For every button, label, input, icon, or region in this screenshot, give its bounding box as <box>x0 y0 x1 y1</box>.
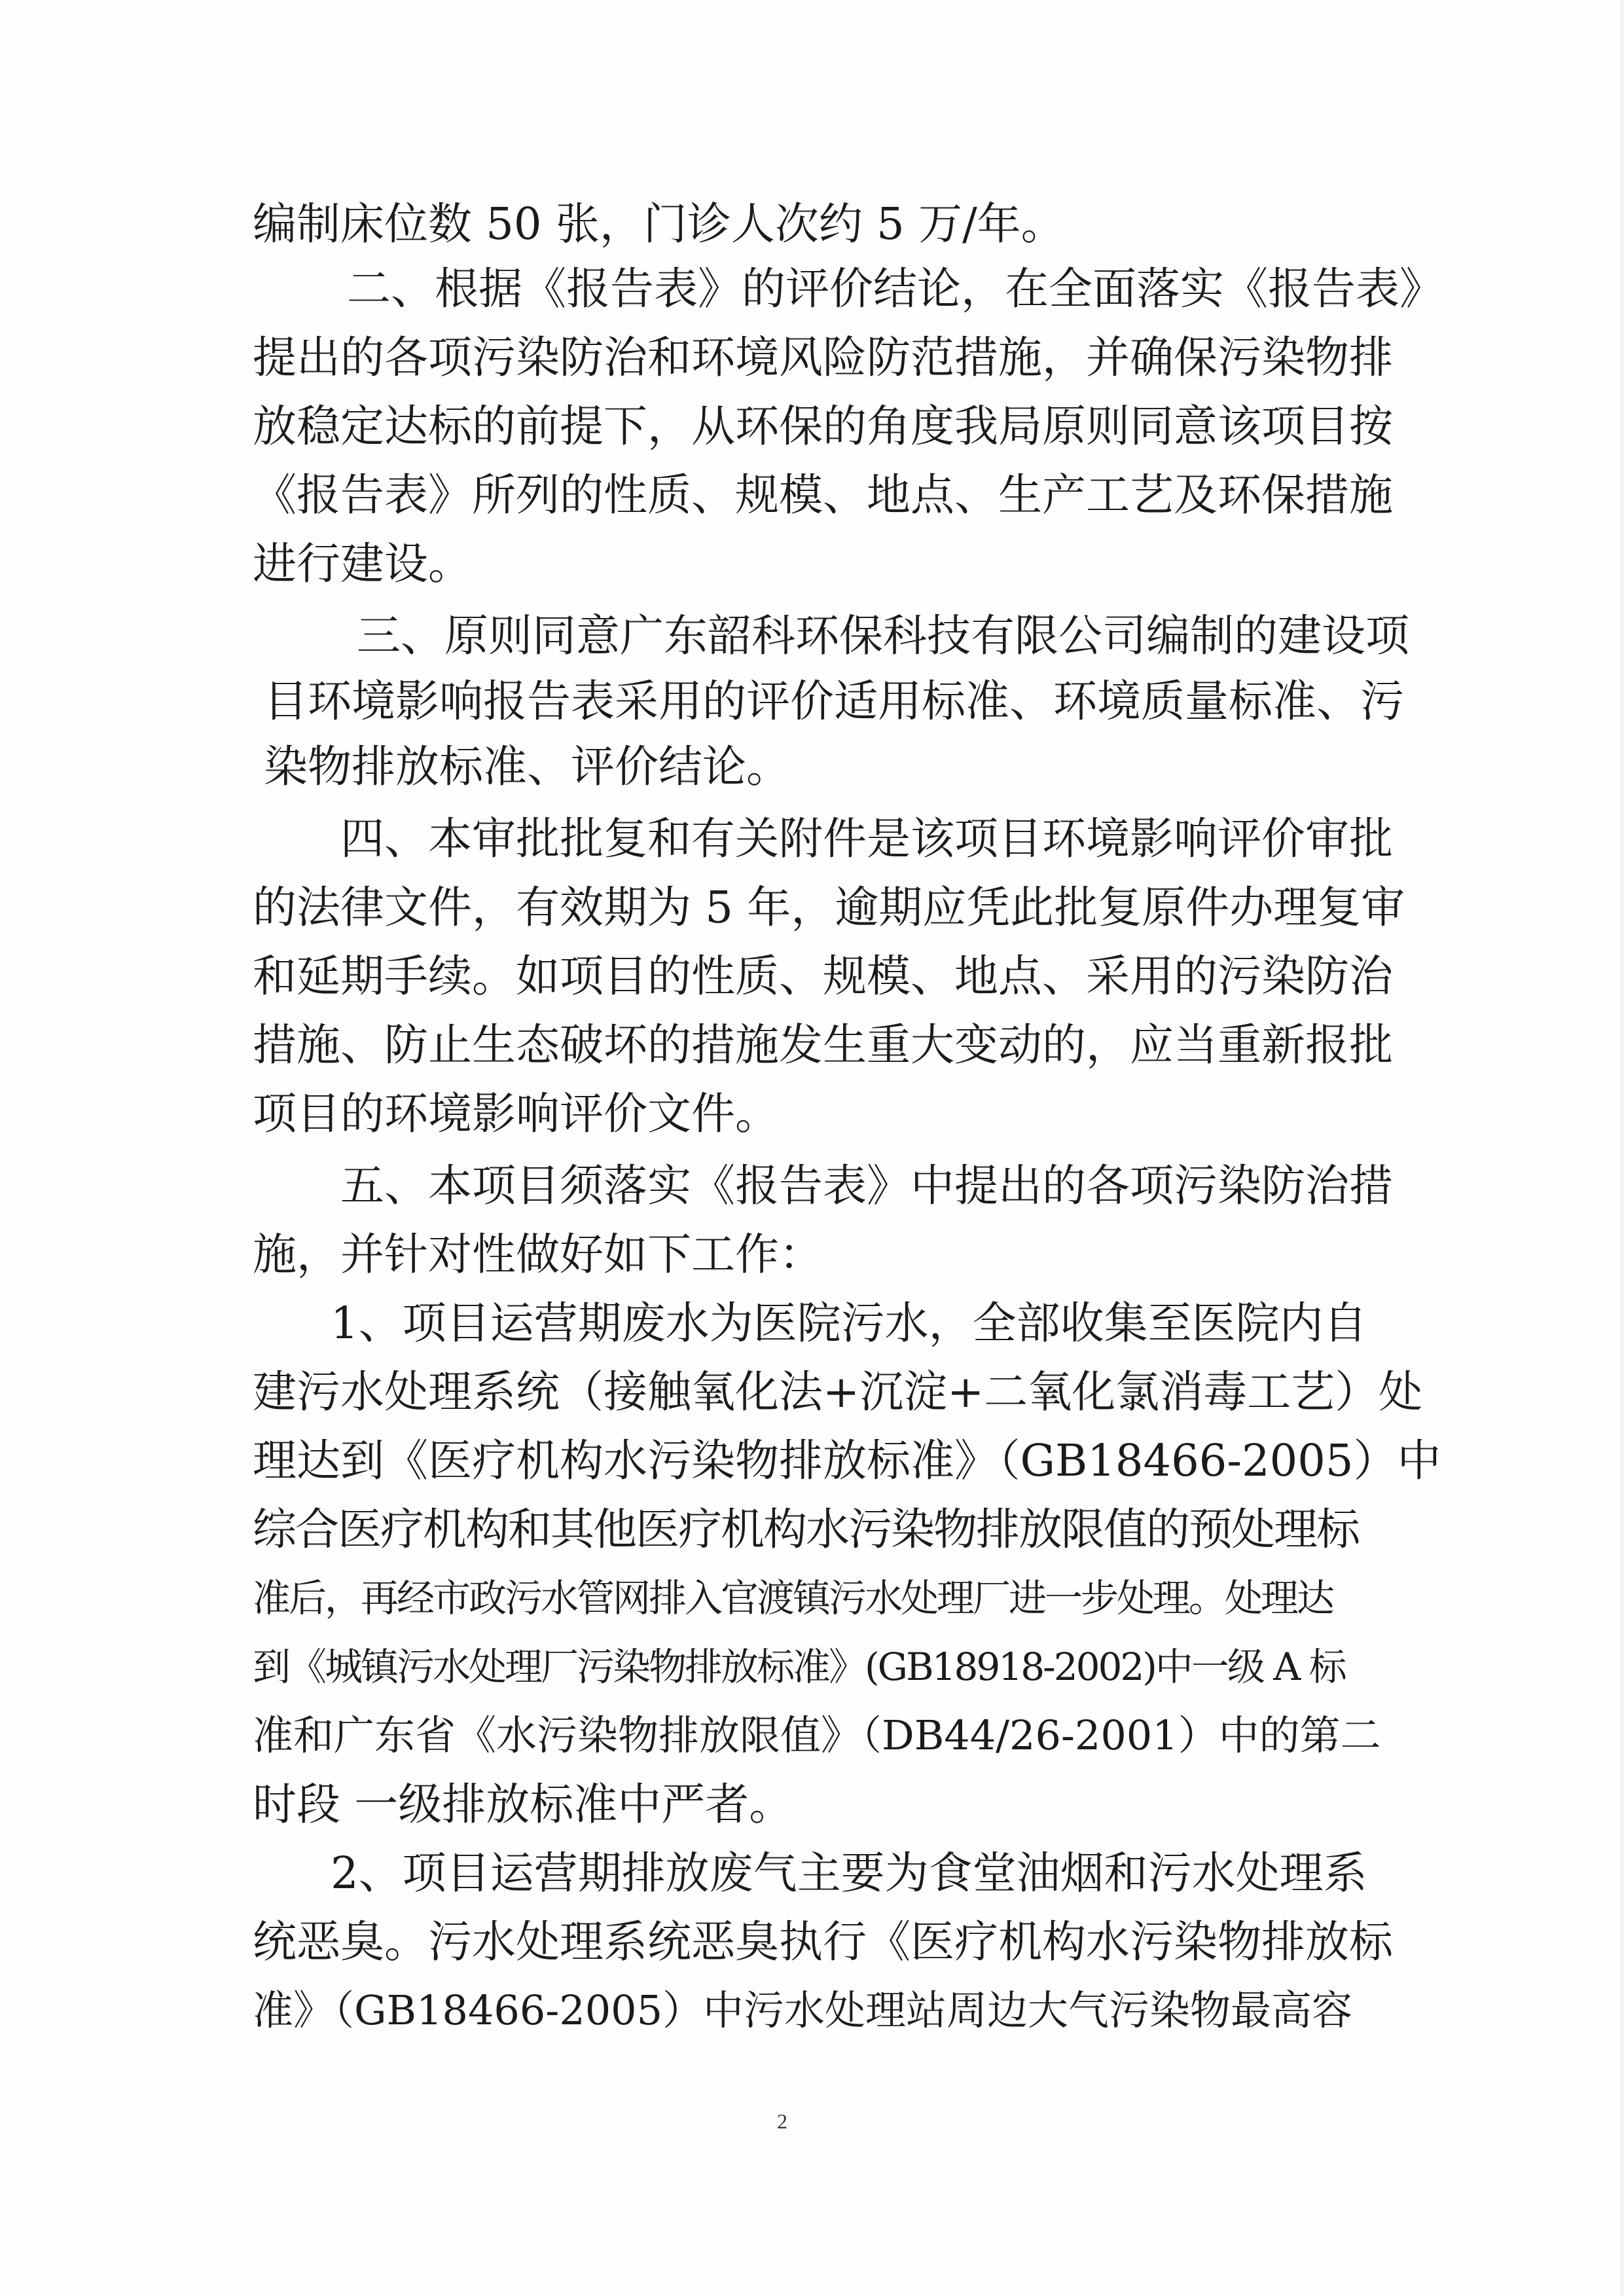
body-line-10: 四、本审批批复和有关附件是该项目环境影响评价审批 <box>340 813 1393 864</box>
scan-edge-shadow <box>1620 0 1624 2296</box>
body-line-24: 时段 一级排放标准中严者。 <box>253 1779 793 1830</box>
body-line-21: 准后，再经市政污水管网排入官渡镇污水处理厂进一步处理。处理达 <box>253 1576 1333 1620</box>
body-line-15: 五、本项目须落实《报告表》中提出的各项污染防治措 <box>340 1160 1393 1211</box>
body-line-14: 项目的环境影响评价文件。 <box>253 1088 779 1139</box>
body-line-23: 准和广东省《水污染物排放限值》（DB44/26-2001）中的第二 <box>253 1711 1381 1759</box>
body-line-16: 施，并针对性做好如下工作： <box>253 1229 823 1280</box>
body-line-20: 综合医疗机构和其他医疗机构水污染物排放限值的预处理标 <box>253 1504 1359 1555</box>
body-line-26: 统恶臭。污水处理系统恶臭执行《医疗机构水污染物排放标 <box>253 1916 1393 1967</box>
page-number: 2 <box>777 2109 787 2133</box>
body-line-22: 到《城镇污水处理厂污染物排放标准》(GB18918-2002)中一级 A 标 <box>253 1645 1345 1689</box>
body-line-19: 理达到《医疗机构水污染物排放标准》（GB18466-2005）中 <box>253 1435 1441 1486</box>
body-line-13: 措施、防止生态破坏的措施发生重大变动的，应当重新报批 <box>253 1019 1393 1070</box>
body-line-25: 2、项目运营期排放废气主要为食堂油烟和污水处理系 <box>331 1848 1367 1899</box>
body-line-5: 《报告表》所列的性质、规模、地点、生产工艺及环保措施 <box>253 469 1393 520</box>
body-line-2: 二、根据《报告表》的评价结论，在全面落实《报告表》 <box>347 263 1443 314</box>
body-line-27: 准》（GB18466-2005）中污水处理站周边大气污染物最高容 <box>253 1986 1353 2034</box>
body-line-7: 三、原则同意广东韶科环保科技有限公司编制的建设项 <box>357 610 1409 661</box>
body-line-12: 和延期手续。如项目的性质、规模、地点、采用的污染防治 <box>253 951 1393 1002</box>
body-line-9: 染物排放标准、评价结论。 <box>264 741 790 792</box>
body-line-18: 建污水处理系统（接触氧化法+沉淀+二氧化氯消毒工艺）处 <box>253 1366 1423 1417</box>
body-line-1: 编制床位数 50 张，门诊人次约 5 万/年。 <box>253 198 1065 249</box>
body-line-8: 目环境影响报告表采用的评价适用标准、环境质量标准、污 <box>264 676 1404 727</box>
body-line-17: 1、项目运营期废水为医院污水，全部收集至医院内自 <box>331 1298 1367 1349</box>
body-line-4: 放稳定达标的前提下，从环保的角度我局原则同意该项目按 <box>253 401 1393 452</box>
body-line-11: 的法律文件，有效期为 5 年，逾期应凭此批复原件办理复审 <box>253 882 1405 933</box>
body-line-3: 提出的各项污染防治和环境风险防范措施，并确保污染物排 <box>253 332 1393 383</box>
body-line-6: 进行建设。 <box>253 538 472 589</box>
